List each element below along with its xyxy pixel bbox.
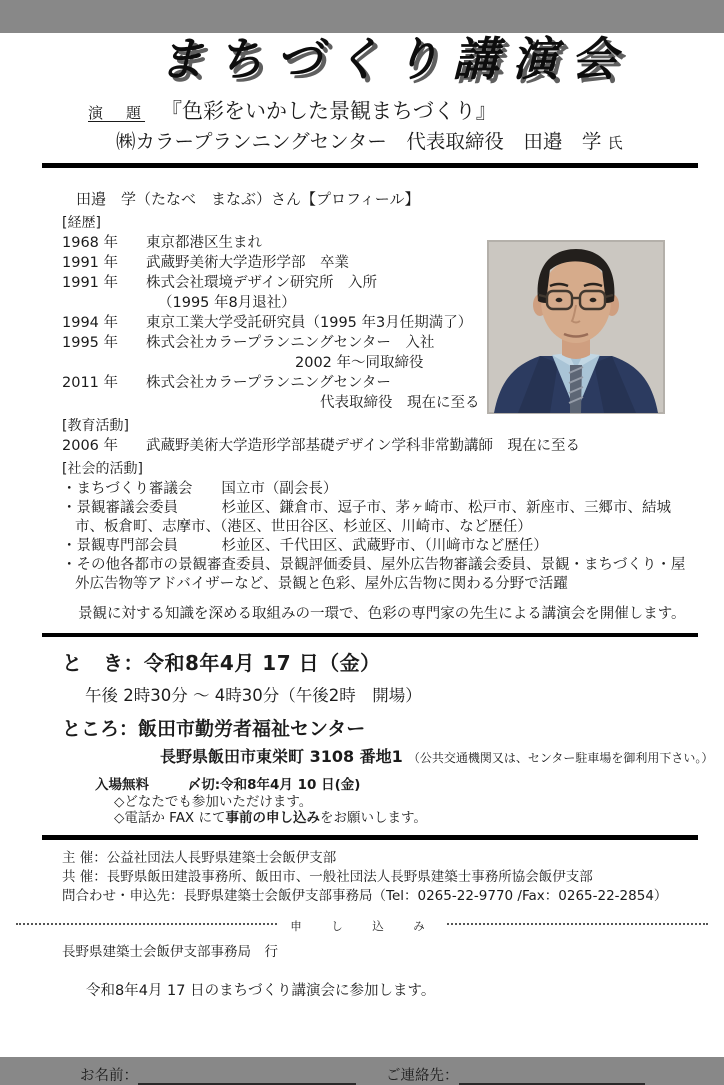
social-activity-item: ・その他各都市の景観審査委員、景観評価委員、屋外広告物審議会委員、景観・まちづくり・屋外広告物等アドバイザーなど、景観と色彩、屋外広告物に関わる分野で活躍 — [62, 556, 686, 592]
career-desc: 武蔵野美術大学造形学部 卒業 — [146, 254, 349, 271]
career-label: [経歴] — [62, 214, 101, 231]
cutline-label: 申 し 込 み — [278, 919, 446, 933]
speaker-photo — [488, 241, 664, 413]
career-desc: 代表取締役 現在に至る — [320, 394, 480, 411]
career-desc: （1995 年8月退社） — [158, 294, 296, 311]
speaker-portrait-illustration — [488, 241, 664, 413]
career-desc: 株式会社カラープランニングセンター — [146, 374, 391, 391]
social-activity-item: ・景観審議会委員 杉並区、鎌倉市、逗子市、茅ヶ崎市、松戸市、新座市、三郷市、結城市、板倉町、志摩市、（港区、世田谷区、杉並区、川崎市、など歴任） — [62, 499, 671, 535]
career-year: 1995 年 — [62, 334, 119, 351]
cohost-line: 共 催：長野県飯田建設事務所、飯田市、一般社団法人長野県建築士事務所協会飯伊支部 — [62, 868, 593, 885]
speaker-name: ㈱カラープランニングセンター 代表取締役 田邉 学 — [116, 129, 602, 153]
note2-emphasis: 事前の申し込み — [225, 810, 320, 827]
social-label: [社会的活動] — [62, 460, 143, 477]
career-row — [62, 353, 492, 373]
event-address: 長野県飯田市東栄町 3108 番地1 — [160, 746, 403, 766]
note2-suffix: をお願いします。 — [319, 810, 427, 827]
event-note-1: ◇どなたでも参加いただけます。 — [114, 793, 313, 810]
career-desc: 2002 年～同取締役 — [295, 354, 424, 371]
speaker-honorific: 氏 — [607, 133, 623, 152]
career-row — [62, 273, 492, 293]
profile-heading: 田邉 学（たなべ まなぶ）さん【プロフィール】 — [76, 189, 420, 208]
career-year — [62, 293, 146, 313]
section-divider — [42, 633, 698, 637]
career-year: 2011 年 — [62, 374, 119, 391]
event-date: と き：令和8年4月 17 日（金） — [62, 650, 381, 675]
event-section — [62, 650, 724, 827]
organizer-section — [62, 849, 698, 906]
career-year — [62, 393, 146, 413]
application-cutline — [0, 915, 724, 931]
contact-label: ご連絡先： — [386, 1067, 459, 1084]
career-row — [62, 313, 492, 333]
education-row — [62, 436, 698, 456]
admission-line — [95, 777, 724, 794]
career-desc: 株式会社カラープランニングセンター 入社 — [146, 334, 435, 351]
career-year — [62, 353, 146, 373]
career-desc: 東京工業大学受託研究員（1995 年3月任期満了） — [146, 314, 473, 331]
social-activity-item: ・まちづくり審議会 国立市（副会長） — [62, 480, 338, 497]
header-divider — [42, 163, 698, 168]
career-year: 1994 年 — [62, 314, 119, 331]
event-time: 午後 2時30分 ～ 4時30分（午後2時 開場） — [85, 685, 422, 705]
intro-text: 景観に対する知識を深める取組みの一環で、色彩の専門家の先生による講演会を開催します。 — [78, 605, 686, 622]
social-activity-list — [62, 480, 698, 594]
career-row — [62, 293, 492, 313]
contact-field-group — [386, 1064, 645, 1085]
organizer-divider — [42, 835, 698, 840]
topic-title: 『色彩をいかした景観まちづくり』 — [161, 98, 497, 123]
flyer-page — [0, 32, 724, 1084]
career-row — [62, 253, 492, 273]
lecture-topic-line — [88, 99, 704, 126]
contact-input-line[interactable] — [459, 1067, 645, 1085]
lecture-header — [88, 99, 704, 156]
education-desc: 武蔵野美術大学造形学部基礎デザイン学科非常勤講師 現在に至る — [146, 437, 580, 454]
page-title: まちづくり講演会 — [158, 32, 630, 86]
name-input-line[interactable] — [138, 1067, 356, 1085]
name-field-group — [80, 1064, 356, 1085]
topic-label: 演 題 — [88, 103, 146, 122]
event-address-note: （公共交通機関又は、センター駐車場を御利用下さい。） — [407, 750, 714, 765]
speaker-line — [116, 129, 704, 156]
career-row — [62, 333, 492, 353]
contact-line: 問合わせ・申込先：長野県建築士会飯伊支部事務局（Tel：0265-22-9770 /Fax：0265-22-2854） — [62, 887, 668, 904]
application-form-row — [80, 1064, 724, 1085]
career-row — [62, 393, 492, 413]
career-list — [62, 233, 492, 413]
application-statement: 令和8年4月 17 日のまちづくり講演会に参加します。 — [86, 982, 436, 999]
education-year: 2006 年 — [62, 437, 119, 454]
host-line: 主 催：公益社団法人長野県建築士会飯伊支部 — [62, 849, 337, 866]
education-list — [62, 436, 698, 456]
career-desc: 東京都港区生まれ — [146, 234, 262, 251]
career-year: 1991 年 — [62, 254, 119, 271]
career-year: 1968 年 — [62, 234, 119, 251]
deadline-label: 〆切:令和8年4月 10 日(金) — [187, 776, 361, 793]
social-activity-item: ・景観専門部会員 杉並区、千代田区、武蔵野市、（川﨑市など歴任） — [62, 537, 548, 554]
event-place: ところ：飯田市勤労者福祉センター — [62, 717, 366, 740]
career-row — [62, 233, 492, 253]
education-label: [教育活動] — [62, 417, 129, 434]
career-row — [62, 373, 492, 393]
career-desc: 株式会社環境デザイン研究所 入所 — [146, 274, 377, 291]
free-admission-label: 入場無料 — [95, 776, 149, 793]
note2-prefix: ◇電話か FAX にて — [114, 810, 226, 827]
application-addressee: 長野県建築士会飯伊支部事務局 行 — [62, 943, 278, 960]
event-note-2 — [114, 810, 724, 827]
name-label: お名前： — [80, 1067, 138, 1084]
event-address-line — [160, 747, 724, 768]
career-year: 1991 年 — [62, 274, 119, 291]
